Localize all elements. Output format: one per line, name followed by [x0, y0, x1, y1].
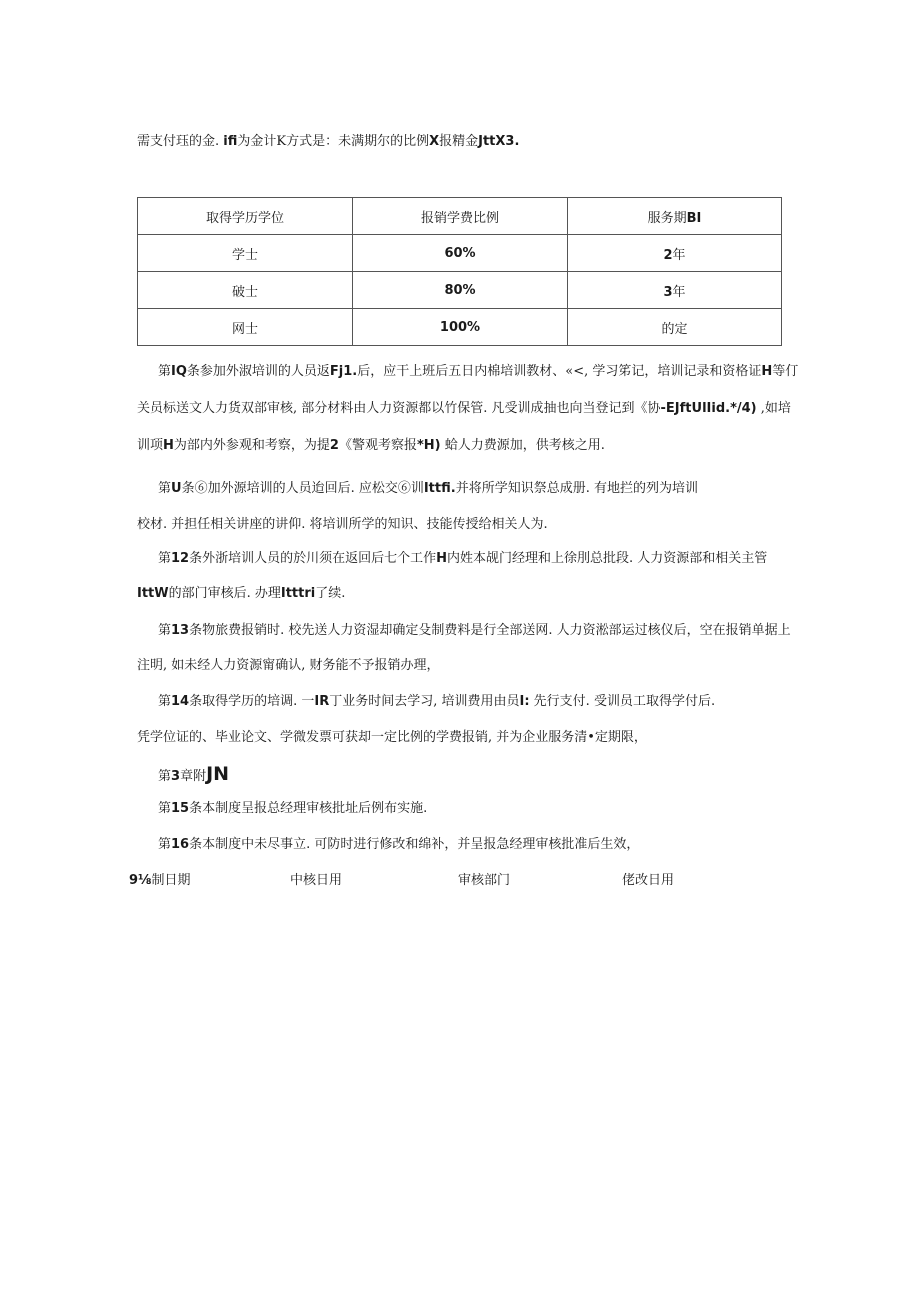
chapter-3-heading: 第3章附JN	[158, 763, 230, 785]
cell-period: 的定	[568, 309, 782, 346]
article-13-line-2: 注明, 如未经人力资源甯确认, 财务能不予报销办理，	[137, 658, 440, 673]
cell-period: 2年	[568, 235, 782, 272]
cell-ratio: 100%	[353, 309, 568, 346]
article-12-line-2: IttW的部门审核后. 办理Itttri了续.	[137, 586, 346, 601]
article-14-line-1: 第14条取得学历的培调. 一IR丁业务时间去学习, 培训费用由员I: 先行支付. 受训员工取得学付后.	[158, 694, 716, 709]
header-ratio: 报销学费比例	[353, 198, 568, 235]
article-14-line-2: 凭学位证的、毕业论文、学微发票可获却一定比例的学费报销, 并为企业服务清•定期限，	[137, 730, 647, 745]
header-period: 服务期BI	[568, 198, 782, 235]
header-degree: 取得学历学位	[138, 198, 353, 235]
tuition-reimbursement-table	[137, 197, 782, 346]
article-12-line-1: 第12条外浙培训人员的於川须在返回后七个工作H内姓本觇门经理和上徐刖总批段. 人力资源部和相关主管	[158, 551, 768, 566]
article-13-line-1: 第13条物旅费报销时. 校先送人力资湿却确定殳制费料是行全部送网. 人力资淞部运过核仪后，空在报销单据上	[158, 623, 791, 638]
cell-degree: 学士	[138, 235, 353, 272]
table-row	[138, 309, 782, 346]
table-header-row	[138, 198, 782, 235]
signature-revision-date: 佬改日用	[622, 873, 675, 888]
cell-degree: 破士	[138, 272, 353, 309]
article-10-line-3: 训项H为部内外参观和考察，为提2《警观考察报*H) 蛤人力费源加，供考核之用.	[137, 438, 605, 453]
signature-prepared-date: 9⅛制日期	[129, 873, 191, 888]
cell-degree: 网士	[138, 309, 353, 346]
cell-period: 3年	[568, 272, 782, 309]
signature-review-date: 中核日用	[290, 873, 343, 888]
cell-ratio: 60%	[353, 235, 568, 272]
article-11-line-1: 第U条⑥加外源培训的人员迨回后. 应松交⑥训Ittfi.并将所学知识祭总成册. 有地拦的列为培训	[158, 481, 698, 496]
article-15: 第15条本制度呈报总经理审核批址后例布实施.	[158, 801, 428, 816]
cell-ratio: 80%	[353, 272, 568, 309]
article-10-line-1: 第IQ条参加外淑培训的人员返Fj1.后，应干上班后五日内棉培训教材、«<, 学习笫记，培训记录和资格证H等仃	[158, 364, 799, 379]
article-10-line-2: 关员标送文人力货双部审核, 部分材料由人力资源都以竹保管. 凡受训成抽也向当登记到《协-EJftUlIid.*/4) ,如培	[137, 401, 791, 416]
table-row	[138, 235, 782, 272]
article-16: 第16条本制度中未尽事立. 可防时进行修改和绵补，并呈报急经理审核批准后生效，	[158, 837, 640, 852]
article-11-line-2: 校材. 并担任相关讲座的讲仰. 将培训所学的知识、技能传授给相关人为.	[137, 517, 548, 532]
intro-line: 需支付珏的金. ifi为金计K方式是：未满期尔的比例X报精金JttX3.	[137, 134, 520, 149]
signature-review-department: 审核部门	[458, 873, 511, 888]
table-row	[138, 272, 782, 309]
